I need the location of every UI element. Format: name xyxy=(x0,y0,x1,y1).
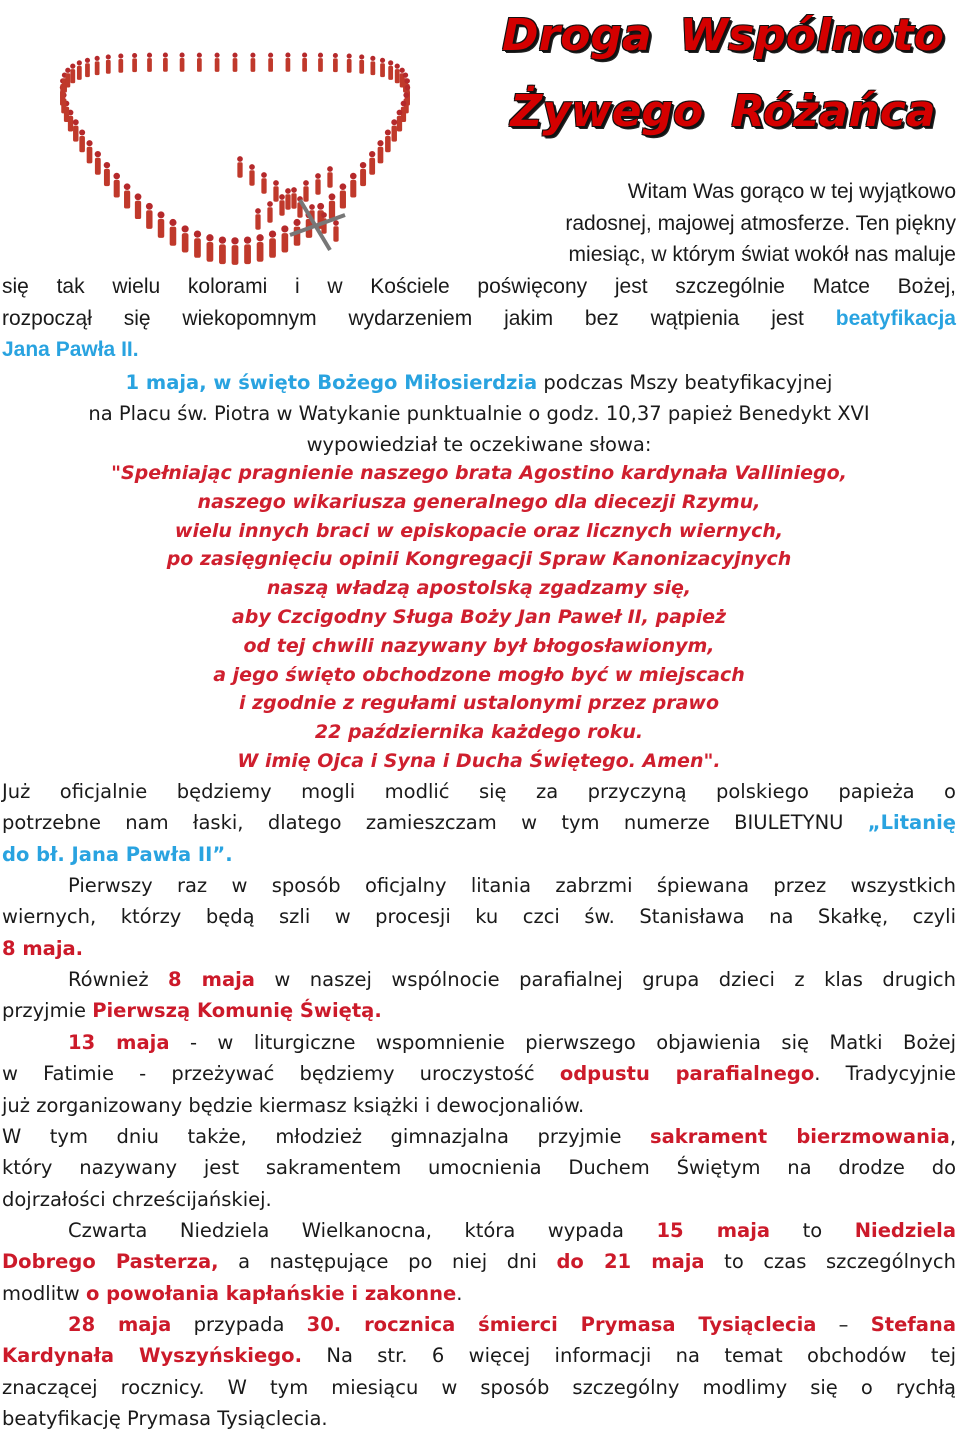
procession-paragraph: Pierwszy raz w sposób oficjalny litania zabrzmi śpiewana przez wszystkich wiernych, którzy będą szli w procesji ku czci św. Stanisława na Skałkę, czyli 8 maja. xyxy=(2,874,956,960)
primate-paragraph: 28 maja przypada 30. rocznica śmierci Prymasa Tysiąclecia – Stefana Kardynała Wyszyńskiego. Na str. 6 więcej informacji na temat obchodów tej znaczącej rocznicy. W tym miesiącu w sposób szczególny modlimy się o rychłą beatyfikację Prymasa Tysiąclecia. xyxy=(2,1313,956,1430)
quote-line: wielu innych braci w episkopacie oraz licznych wiernych, xyxy=(174,519,784,542)
quote-line: 22 października każdego roku. xyxy=(314,721,644,744)
quote-line: naszą władzą apostolską zgadzamy się, xyxy=(266,577,692,600)
litany-paragraph: Już oficjalnie będziemy mogli modlić się za przyczyną polskiego papieża o potrzebne nam łaski, dlatego zamieszczam w tym numerze BIULETYNU „Litanię do bł. Jana Pawła II”. xyxy=(2,780,956,866)
beatification-paragraph: 1 maja, w święto Bożego Miłosierdzia podczas Mszy beatyfikacyjnej na Placu św. Piotra w Watykanie punktualnie o godz. 10,37 papież Benedykt XVI wypowiedział te oczekiwane słowa: xyxy=(88,371,870,456)
confirmation-paragraph: W tym dniu także, młodzież gimnazjalna przyjmie sakrament bierzmowania, który nazywany jest sakramentem umocnienia Duchem Świętym na drodze do dojrzałości chrześcijańskiej. xyxy=(2,1125,957,1211)
communion-paragraph: Również 8 maja w naszej wspólnocie parafialnej grupa dzieci z klas drugich przyjmie Pierwszą Komunię Świętą. xyxy=(2,968,956,1023)
quote-line: aby Czcigodny Sługa Boży Jan Paweł II, papież xyxy=(231,605,727,628)
quote-line: W imię Ojca i Syna i Ducha Świętego. Amen". xyxy=(237,749,721,772)
quote-line: od tej chwili nazywany był błogosławionym, xyxy=(243,634,715,657)
beatification-quote xyxy=(2,459,956,776)
good-shepherd-paragraph: Czwarta Niedziela Wielkanocna, która wypada 15 maja to Niedziela Dobrego Pasterza, a następujące po niej dni do 21 maja to czas szczególnych modlitw o powołania kapłańskie i zakonne. xyxy=(2,1219,957,1305)
page-title-line-1: Droga Wspólnoto xyxy=(502,10,944,61)
quote-line: po zasięgnięciu opinii Kongregacji Spraw Kanonizacyjnych xyxy=(166,548,792,571)
intro-paragraph-wide: się tak wielu kolorami i w Kościele poświęcony jest szczególnie Matce Bożej, rozpoczął się wiekopomnym wydarzeniem jakim bez wątpienia jest beatyfikacja Jana Pawła II. xyxy=(2,275,956,361)
quote-line: "Spełniając pragnienie naszego brata Agostino kardynała Valliniego, xyxy=(111,462,847,484)
rosary-illustration xyxy=(0,0,470,270)
fatima-paragraph: 13 maja - w liturgiczne wspomnienie pierwszego objawienia się Matki Bożej w Fatimie - przeżywać będziemy uroczystość odpustu parafialnego. Tradycyjnie już zorganizowany będzie kiermasz książki i dewocjonaliów. xyxy=(2,1031,957,1117)
intro-paragraph-narrow: Witam Was gorąco w tej wyjątkowo radosnej, majowej atmosferze. Ten piękny miesiąc, w którym świat wokół nas maluje xyxy=(565,180,956,266)
page-title-line-2: Żywego Różańca xyxy=(510,86,936,137)
quote-line: i zgodnie z regułami ustalonymi przez prawo xyxy=(238,692,720,715)
quote-line: naszego wikariusza generalnego dla diecezji Rzymu, xyxy=(197,490,761,513)
quote-line: a jego święto obchodzone mogło być w miejscach xyxy=(213,663,745,686)
